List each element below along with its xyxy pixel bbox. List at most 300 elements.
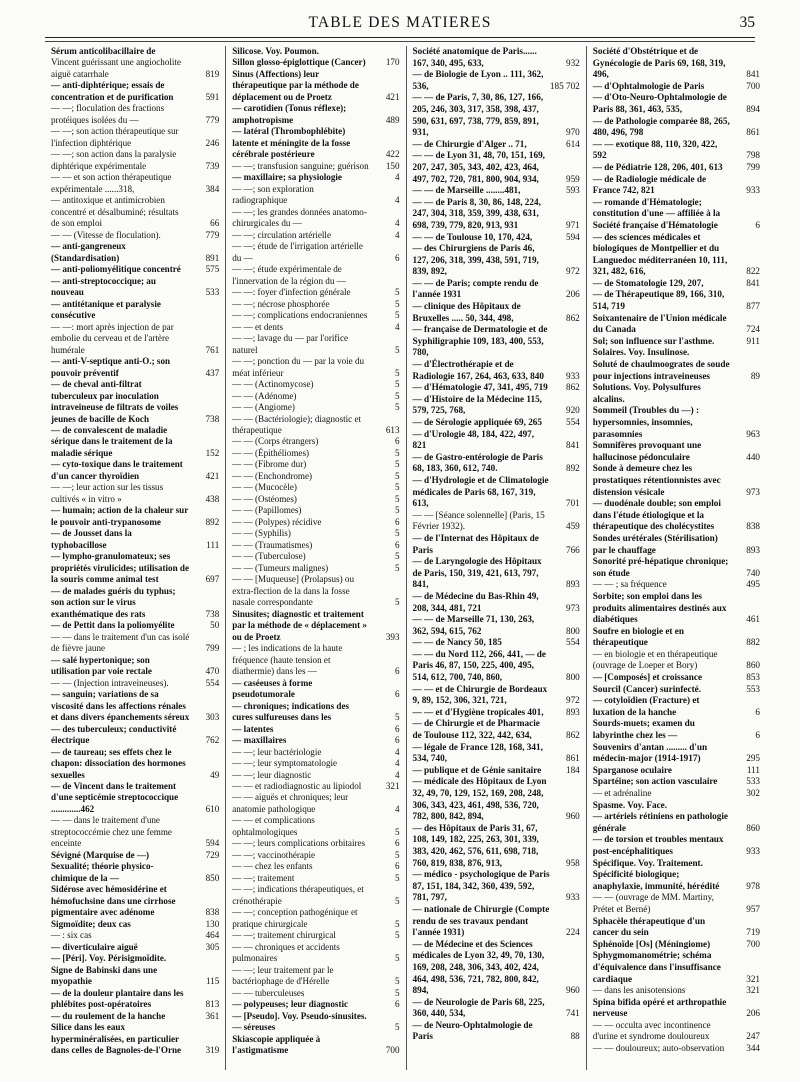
index-entry-page: 850: [205, 872, 220, 883]
index-entry-page: 891: [205, 252, 220, 263]
index-entry-page: 533: [205, 287, 220, 298]
index-entry-text: — — et complications ophtalmologiques: [232, 815, 315, 837]
index-entry-text: — —; complications endocraniennes: [232, 310, 368, 321]
index-entry: [232, 184, 399, 207]
index-entry-page: 862: [565, 730, 580, 741]
index-entry-text: — — (Angiome): [232, 402, 295, 413]
index-entry-page: 893: [565, 706, 580, 717]
index-entry: [593, 533, 760, 556]
index-entry-text: — — (Actinomycose): [232, 379, 314, 390]
index-entry-page: 5: [394, 826, 400, 837]
index-entry-text: — caséeuses à forme pseudotumorale: [232, 677, 313, 700]
index-entry-text: — publique et de Génie sanitaire: [412, 764, 542, 775]
index-entry-page: 295: [746, 753, 760, 764]
index-entry-page: 610: [205, 803, 220, 814]
index-entry-page: 5: [394, 493, 400, 504]
index-entry-page: 766: [565, 544, 580, 555]
index-entry-text: — cotyloïdien (Fracture) et luxation de la hanche: [592, 695, 700, 717]
index-entry: [593, 695, 760, 718]
index-entry: [232, 414, 399, 437]
index-entry: [593, 463, 760, 498]
index-column-1: [45, 46, 225, 1070]
index-entry: [232, 747, 399, 758]
index-entry-text: — — douloureux; auto-observation: [592, 1043, 725, 1054]
index-entry-page: 170: [385, 57, 400, 68]
header-rule: [45, 37, 755, 38]
index-entry-page: 5: [394, 849, 400, 860]
index-entry: [51, 241, 219, 264]
index-entry-page: 800: [565, 672, 580, 683]
index-entry-text: — — et de Chirurgie de Bordeaux 9, 89, 152, 306, 321, 721,: [412, 683, 548, 706]
index-entry: [51, 689, 219, 723]
index-entry-page: 738: [205, 413, 220, 424]
index-entry-text: — polypeuses; leur diagnostic: [232, 999, 349, 1010]
index-entry-text: — de Neurologie de Paris 68, 225, 360, 440, 534,: [412, 996, 545, 1019]
index-entry-text: Sidérose avec hémosidérine et hémofuchsine dans une cirrhose pigmentaire avec adénome: [51, 884, 176, 918]
index-entry: [413, 150, 580, 185]
index-entry-page: 932: [565, 57, 580, 68]
index-entry-page: 911: [746, 335, 760, 346]
index-entry-text: Souvenirs d'antan ......... d'un médecin-major (1914-1917): [592, 741, 708, 764]
index-entry-page: 6: [394, 723, 400, 734]
index-entry-text: Soixantenaire de l'Union médicale du Canada: [592, 312, 727, 335]
index-entry: [593, 649, 760, 672]
index-entry: [593, 765, 760, 777]
index-entry: [51, 861, 219, 884]
index-entry-page: 6: [755, 706, 760, 717]
index-entry-text: — de Pédiatrie 128, 206, 401, 613: [592, 161, 723, 172]
index-column-2: [225, 46, 405, 1070]
index-entry-text: — — de Marseille 71, 130, 263, 362, 594, 615, 762: [412, 614, 535, 636]
index-entry-page: 5: [394, 918, 400, 929]
index-entry: [232, 884, 399, 907]
index-entry: [593, 869, 760, 892]
index-entry-text: — — (Bactériologie); diagnostic et thérapeutique: [232, 413, 362, 435]
index-entry-page: 6: [394, 539, 400, 550]
index-entry-page: 594: [565, 231, 580, 242]
index-entry-text: — — (Traumatismes): [232, 539, 313, 550]
index-entry-text: — —; les grandes données anatomo-chirurgicales du —: [232, 206, 367, 229]
index-entry-page: 5: [394, 298, 400, 309]
index-entry-text: Sévigné (Marquise de —): [51, 849, 150, 860]
index-entry-text: — romande d'Hématologie; constitution d'une — affiliée à la Société française d'Hématologie: [592, 196, 721, 230]
index-entry-text: — d'Urologie 48, 184, 422, 497, 821: [412, 428, 535, 451]
index-entry-page: 4: [394, 803, 400, 814]
index-entry-page: 321: [746, 973, 760, 984]
index-entry-page: 5: [394, 976, 400, 987]
index-entry-page: 437: [205, 367, 220, 378]
index-entry-page: 152: [205, 447, 220, 458]
index-entry-text: — —; nécrose phosphorée: [232, 298, 330, 309]
index-entry-page: 877: [746, 301, 760, 312]
index-entry-text: — —; leur traitement par le bactériophage de d'Hérelle: [232, 964, 334, 987]
index-entry-page: 741: [565, 1008, 580, 1019]
index-entry-page: 960: [565, 811, 580, 822]
index-entry-page: 761: [205, 344, 220, 355]
index-entry: [593, 174, 760, 197]
index-entry-text: — lympho-granulomateux; ses propriétés virulicides; utilisation de la souris comme animal test: [51, 551, 190, 585]
index-entry-page: 701: [565, 498, 580, 509]
index-entry-text: — de torsion et troubles mentaux post-encéphalitiques: [592, 834, 724, 856]
index-entry-text: — dans les anisotensions: [592, 985, 686, 996]
index-entry-text: — —; conception pathogénique et pratique chirurgicale: [232, 907, 358, 929]
index-entry-page: 575: [205, 264, 220, 275]
index-entry-text: — — de Nancy 50, 185: [412, 637, 502, 648]
index-entry: [413, 939, 580, 997]
index-entry: [593, 858, 760, 870]
index-entry-page: 779: [205, 229, 220, 240]
index-entry: [413, 46, 580, 69]
index-entry: [51, 620, 219, 631]
index-entry-page: 4: [394, 218, 400, 229]
index-entry-text: — de l'Internat des Hôpitaux de Paris: [412, 532, 539, 555]
index-entry-page: 861: [746, 127, 760, 138]
index-entry-page: 724: [746, 324, 760, 335]
index-entry-page: 729: [205, 849, 220, 860]
index-entry-page: 111: [746, 764, 760, 775]
index-entry-text: — anti-diphtérique; essais de concentration et de purification: [51, 80, 174, 102]
index-entry: [593, 916, 760, 939]
index-entry: [232, 988, 399, 999]
index-entry: [232, 930, 399, 941]
index-entry-page: 303: [205, 712, 220, 723]
index-entry: [51, 276, 219, 299]
index-entry: [51, 195, 219, 229]
index-entry-text: Sillon glosso-épiglottique (Cancer): [232, 57, 366, 68]
index-entry-page: 206: [746, 1008, 760, 1019]
index-entry-page: 6: [394, 252, 400, 263]
index-entry-text: Sphacèle thérapeutique d'un cancer du sein: [592, 915, 706, 938]
index-entry: [232, 850, 399, 861]
index-entry-page: 421: [205, 470, 220, 481]
index-entry-page: 361: [205, 1010, 220, 1021]
index-entry: [413, 556, 580, 591]
index-entry-page: 593: [565, 185, 580, 196]
index-entry: [51, 678, 219, 689]
index-entry-page: 5: [394, 562, 400, 573]
index-entry: [51, 57, 219, 80]
index-entry: [593, 939, 760, 951]
index-entry: [232, 643, 399, 677]
index-entry: [51, 46, 219, 57]
index-entry-page: 978: [746, 880, 760, 891]
index-entry-text: Skiascopie appliquée à l'astigmatisme: [232, 1033, 321, 1056]
index-entry-text: — — (Mucocèle): [232, 482, 297, 493]
index-entry-page: 553: [746, 683, 760, 694]
index-entry-text: — — de Lyon 31, 48, 70, 151, 169, 207, 247, 305, 343, 402, 423, 464, 497, 702, 720, 781, 800, 904, 934,: [412, 150, 545, 184]
index-entry: [413, 591, 580, 614]
index-entry-text: — duodénale double; son emploi dans l'étude étiologique et la thérapeutique des cholécystites: [592, 498, 721, 532]
index-entry: [413, 869, 580, 904]
index-entry-text: — — dans le traitement d'un cas isolé de fièvre jaune: [51, 631, 190, 654]
index-entry-text: — — de Paris; compte rendu de l'année 1931: [412, 277, 539, 300]
index-entry-page: 960: [565, 985, 580, 996]
index-entry-page: 853: [746, 672, 760, 683]
index-entry-text: — de la douleur plantaire dans les phlébites post-opératoires: [51, 987, 184, 1010]
index-entry-text: — chroniques; indications des cures sulfureuses dans les: [232, 700, 350, 723]
index-entry-page: 6: [755, 730, 760, 741]
index-entry: [232, 701, 399, 724]
index-entry-text: — —; traitement: [232, 872, 295, 883]
index-entry: [593, 162, 760, 174]
index-entry-text: — d'Histoire de la Médecine 115, 579, 725, 768,: [412, 393, 542, 416]
index-entry: [593, 405, 760, 440]
index-entry: [51, 815, 219, 849]
index-entry-text: Sonde à demeure chez les prostatiques rétentionnistes avec distension vésicale: [592, 463, 721, 497]
index-entry: [51, 551, 219, 585]
index-entry: [232, 264, 399, 287]
index-entry-page: 4: [394, 321, 400, 332]
index-entry-text: — de Chirurgie d'Alger .. 71,: [412, 138, 527, 149]
index-entry: [51, 850, 219, 861]
index-entry-text: — — (Tuberculose): [232, 551, 306, 562]
index-entry: [413, 718, 580, 741]
index-entry: [593, 92, 760, 115]
index-entry: [232, 735, 399, 746]
index-entry-text: — — de Toulouse 10, 170, 424,: [412, 231, 533, 242]
index-entry-text: — légale de France 128, 168, 341, 534, 740,: [412, 741, 543, 764]
index-entry: [593, 1020, 760, 1043]
index-entry: [51, 781, 219, 815]
index-entry-text: Sorbite; son emploi dans les produits alimentaires destinés aux diabétiques: [592, 590, 727, 625]
index-entry-page: 554: [565, 417, 580, 427]
index-entry-page: 5: [394, 482, 400, 493]
index-entry-page: 719: [746, 927, 760, 938]
index-entry-text: — de Vincent dans le traitement d'une septicémie streptococcique .............462: [51, 781, 179, 814]
index-entry: [232, 770, 399, 781]
index-entry: [51, 724, 219, 747]
index-entry-page: 5: [394, 402, 400, 413]
index-entry-page: 798: [746, 150, 760, 161]
index-entry-text: — —; lavage du — par l'orifice naturel: [232, 333, 349, 355]
index-entry-text: — —; leur symptomatologie: [232, 758, 338, 769]
index-entry-text: — et adrénaline: [592, 788, 652, 798]
index-entry: [232, 241, 399, 264]
index-entry: [51, 528, 219, 551]
index-entry: [413, 765, 580, 777]
index-entry-page: 321: [746, 985, 760, 996]
index-entry-page: 972: [565, 266, 580, 277]
index-entry-text: — maxillaires: [232, 735, 287, 746]
index-entry-text: — — (Ostéomes): [232, 493, 297, 504]
index-entry: [51, 953, 219, 964]
index-entry: [232, 379, 399, 390]
index-entry-page: 860: [746, 660, 760, 671]
index-entry-text: — antitoxique et antimicrobien concentré et désalbuminé; résultats de son emploi: [51, 195, 179, 229]
index-entry: [232, 517, 399, 528]
index-entry-page: 894: [746, 103, 760, 114]
index-entry: [593, 359, 760, 382]
index-entry: [413, 232, 580, 244]
index-entry-page: 862: [565, 382, 580, 393]
index-entry-text: — —; son action dans la paralysie diphtérique expérimentale: [51, 149, 177, 171]
index-entry-page: 6: [755, 219, 760, 230]
index-entry-page: 5: [394, 459, 400, 470]
index-entry: [593, 278, 760, 290]
header-rule-thin: [45, 41, 755, 42]
index-entry: [232, 402, 399, 413]
index-entry: [593, 672, 760, 684]
index-entry: [593, 579, 760, 591]
index-entry-page: 6: [394, 516, 400, 527]
index-entry: [51, 988, 219, 1011]
index-entry-text: Spartéine; son action vasculaire: [592, 776, 718, 787]
index-entry-page: 799: [746, 161, 760, 172]
index-entry: [413, 429, 580, 452]
index-entry: [232, 861, 399, 872]
index-entry: [232, 563, 399, 574]
index-entry-page: 841: [565, 440, 580, 451]
index-entry-text: — — et radiodiagnostic au lipiodol: [232, 781, 362, 791]
index-entry-page: 697: [205, 574, 220, 585]
index-entry-text: — — (Polypes) récidive: [232, 516, 322, 527]
index-entry: [413, 92, 580, 138]
index-entry-text: — d'Hydrologie et de Climatologie médicales de Paris 68, 167, 319, 613,: [412, 474, 549, 509]
index-entry: [593, 811, 760, 834]
index-entry: [51, 172, 219, 195]
index-entry: [232, 724, 399, 735]
index-entry-page: 959: [565, 173, 580, 184]
index-entry-text: — —; étude expérimentale de l'innervation de la région du —: [232, 264, 346, 286]
index-entry-text: — —: mort après injection de par embolie du cerveau et de l'artère humérale: [51, 321, 174, 355]
index-entry: [51, 80, 219, 103]
index-entry: [232, 436, 399, 447]
index-entry-text: — de Stomatologie 129, 207,: [592, 277, 704, 288]
index-entry-page: 111: [206, 539, 220, 550]
index-entry-text: — d'Électrothérapie et de Radiologie 167, 264, 463, 633, 840: [412, 359, 544, 381]
index-entry-text: Société d'Obstétrique et de Gynécologie de Paris 69, 168, 319, 496,: [592, 46, 726, 80]
index-entry-text: — latentes: [232, 723, 274, 734]
index-entry-text: — d'Oto-Neuro-Ophtalmologie de Paris 88, 361, 463, 535,: [592, 92, 727, 114]
index-entry: [51, 149, 219, 172]
index-entry-text: — ; les indications de la haute fréquence (haute tension et diathermie) dans les —: [232, 643, 343, 677]
index-entry-page: 862: [565, 312, 580, 323]
index-entry: [232, 999, 399, 1010]
index-entry: [413, 614, 580, 637]
index-entry: [51, 482, 219, 505]
index-entry-text: — —; étude de l'irrigation artérielle du —: [232, 241, 363, 263]
index-entry-page: 970: [565, 127, 580, 138]
index-entry: [51, 965, 219, 988]
index-entry-page: 393: [385, 631, 400, 642]
index-entry-text: — — chez les enfants: [232, 861, 313, 872]
index-entry-page: 972: [565, 695, 580, 706]
index-entry-page: 206: [565, 289, 580, 300]
index-entry-text: — de Neuro-Ophtalmologie de Paris: [412, 1019, 533, 1042]
index-entry-text: — : six cas: [51, 930, 92, 941]
index-entry-text: Soufre en biologie et en thérapeutique: [592, 625, 684, 648]
index-entry: [51, 1011, 219, 1022]
index-entry-page: 321: [385, 781, 400, 791]
index-entry-text: — — [Séance solennelle] (Paris, 15 Février 1932).: [412, 509, 545, 532]
index-entry: [413, 637, 580, 649]
index-entry: [413, 707, 580, 719]
index-entry-page: 5: [394, 987, 400, 998]
index-entry: [232, 448, 399, 459]
index-entry: [593, 800, 760, 812]
index-entry-page: 247: [746, 1031, 760, 1042]
index-entry-text: — humain; action de la chaleur sur le pouvoir anti-trypanosome: [51, 505, 189, 527]
index-entry-text: — d'Hématologie 47, 341, 495, 719: [412, 382, 548, 393]
index-entry-page: 6: [394, 666, 400, 677]
index-entry-text: — sanguin; variations de sa viscosité dans les affections rénales et dans divers épanchements séreux: [51, 689, 190, 723]
index-entry-text: — —; indications thérapeutiques, et crénothérapie: [232, 884, 364, 906]
index-entry-page: 4: [394, 172, 400, 183]
index-entry-text: — —; leurs complications orbitaires: [232, 838, 366, 849]
index-entry-page: 489: [385, 114, 400, 125]
index-entry-text: Sérum anticolibacillaire de: [51, 46, 156, 56]
index-entry-page: 4: [394, 769, 400, 780]
index-entry-page: 5: [394, 551, 400, 562]
index-entry-page: 594: [205, 838, 220, 849]
index-entry-text: Sommeil (Troubles du —) : hypersomnies, insomnies, parasomnies: [592, 405, 700, 439]
index-entry-text: — carotidien (Tonus réflexe); amphotropisme: [232, 103, 347, 125]
index-entry-page: 495: [746, 579, 760, 590]
index-entry-text: Sparganose oculaire: [592, 764, 672, 775]
index-entry: [413, 417, 580, 429]
index-entry: [593, 498, 760, 533]
index-entry-text: — clinique des Hôpitaux de Bruxelles ..... 50, 344, 498,: [412, 301, 521, 323]
index-entry-page: 533: [746, 776, 760, 787]
index-entry-page: 5: [394, 930, 400, 941]
index-entry: [232, 758, 399, 769]
index-entry-text: Solutions. Voy. Polysulfures alcalins.: [592, 382, 701, 404]
index-entry-text: — —; son action thérapeutique sur l'infection diphtérique: [51, 126, 179, 148]
index-entry-page: 5: [394, 447, 400, 458]
index-entry-page: 838: [205, 907, 220, 918]
index-entry-page: 554: [205, 677, 220, 688]
index-entry-text: — médicale des Hôpitaux de Lyon 32, 49, 70, 129, 152, 169, 208, 248, 306, 343, 423, 461, 498, 536, 720, 782, 800, 842, 894,: [412, 776, 547, 822]
index-entry-text: Silice dans les eaux hyperminéralisées, en particulier dans celles de Bagnoles-de-l'Orne: [51, 1022, 182, 1056]
index-entry-text: — de Jousset dans la typhobacillose: [51, 528, 132, 550]
index-entry-page: 224: [565, 927, 580, 938]
index-entry: [413, 776, 580, 822]
index-entry-text: — française de Dermatologie et de Syphiligraphie 109, 183, 400, 553, 780,: [412, 324, 548, 358]
index-entry: [593, 232, 760, 278]
index-entry-text: — — (Adénome): [232, 390, 297, 401]
index-entry-page: 554: [565, 637, 580, 648]
index-entry-page: 933: [746, 845, 760, 856]
index-entry-page: 440: [746, 451, 760, 462]
index-entry: [593, 81, 760, 93]
index-entry-page: 5: [394, 470, 400, 481]
index-entry-text: — — (Vitesse de floculation).: [51, 229, 161, 240]
index-entry-text: — anti-gangreneux (Standardisation): [51, 241, 126, 263]
index-entry-page: 50: [210, 620, 220, 631]
index-entry-text: — —; floculation des fractions protéiques isolées du —: [51, 103, 165, 125]
index-entry: [593, 718, 760, 741]
index-entry: [593, 776, 760, 788]
index-entry: [51, 919, 219, 930]
index-entry: [51, 747, 219, 781]
index-entry: [232, 678, 399, 701]
index-entry-text: — — de Marseille ........481,: [412, 185, 521, 196]
index-entry: [51, 126, 219, 149]
index-entry-text: — de Radiologie médicale de France 742, 821: [592, 173, 707, 196]
index-entry-text: — des sciences médicales et biologiques de Montpellier et du Languedoc méditerranéen 10, 111, 321, 482, 616,: [592, 231, 728, 277]
index-column-4: [586, 46, 766, 1070]
index-entry-page: 5: [394, 379, 400, 390]
index-entry-page: 963: [746, 428, 760, 439]
index-entry-text: — —; circulation artérielle: [232, 229, 331, 240]
index-entry: [413, 185, 580, 197]
index-entry: [413, 742, 580, 765]
index-entry-page: 4: [394, 229, 400, 240]
index-entry-text: — nationale de Chirurgie (Compte rendu de ses travaux pendant l'année 1931): [412, 903, 550, 938]
index-entry-text: — de convalescent de maladie sérique dans le traitement de la maladie sérique: [51, 424, 173, 458]
index-entry-text: — de Gastro-entérologie de Paris 68, 183, 360, 612, 740.: [412, 451, 543, 474]
index-entry-text: Sexualité; théorie physico-chimique de la —: [51, 861, 154, 883]
